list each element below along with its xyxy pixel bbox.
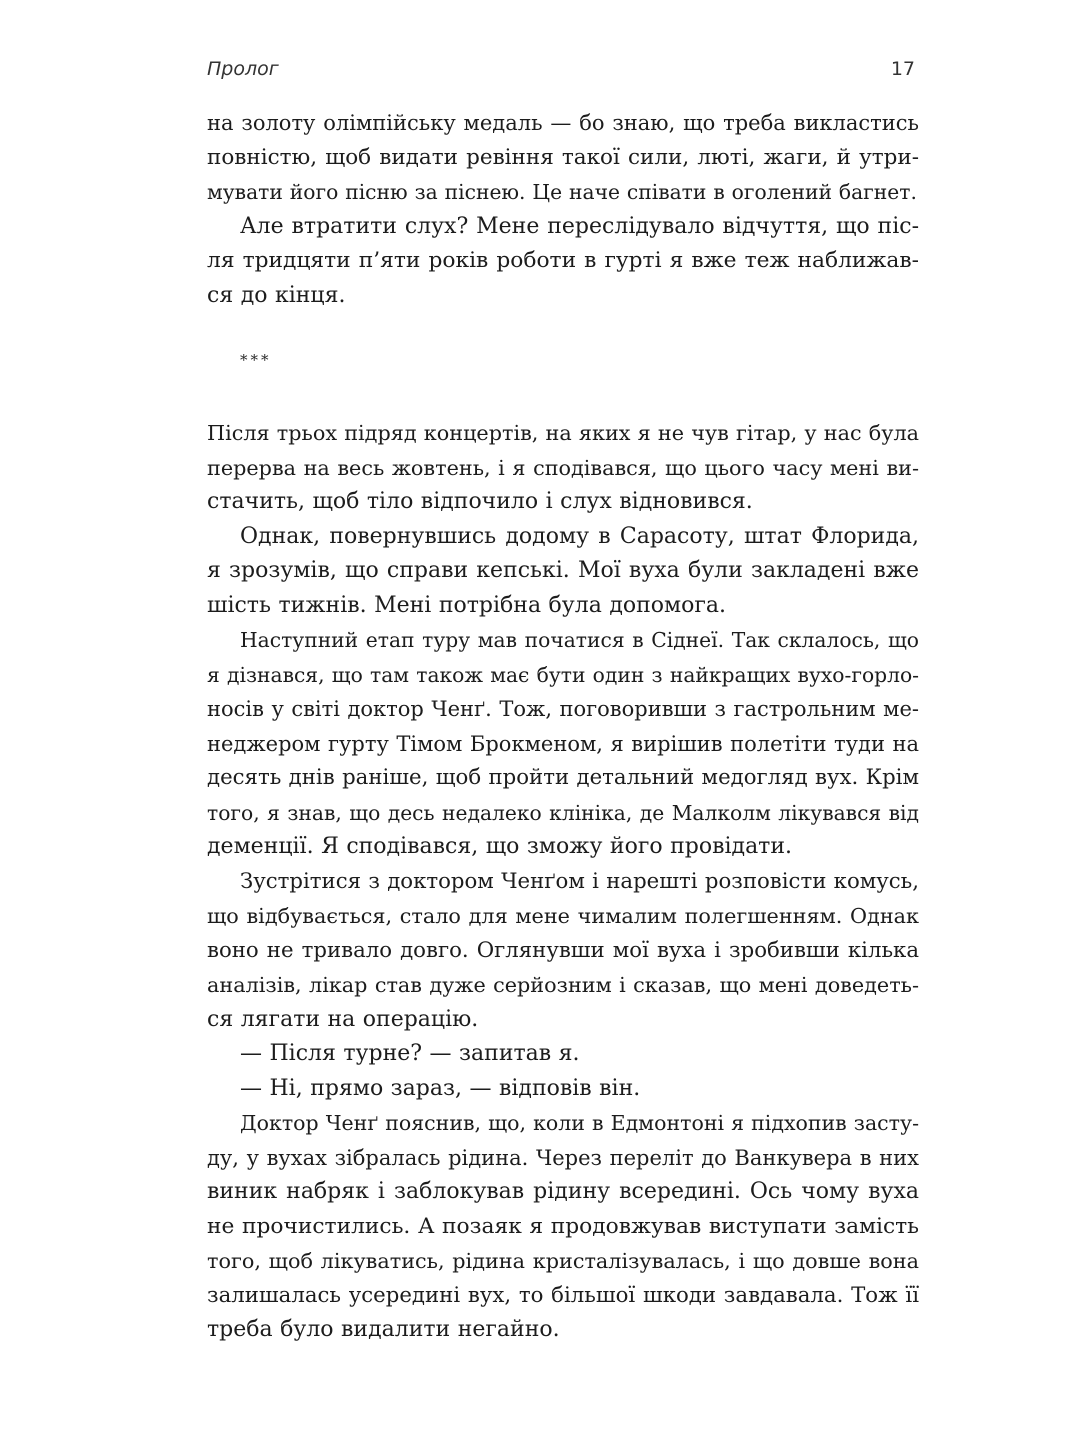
text-line: Доктор Ченґ пояснив, що, коли в Едмонтоні я підхопив засту- xyxy=(240,1111,919,1135)
text-line: повністю, щоб видати ревіння такої сили, люті, жаги, й утри- xyxy=(207,144,919,170)
text-line: деменції. Я сподівався, що зможу його провідати. xyxy=(207,834,793,859)
text-line: Зустрітися з доктором Ченґом і нарешті розповісти комусь, xyxy=(240,868,919,894)
text-line: залишалась усередині вух, то більшої шкоди завдавала. Тож її xyxy=(207,1282,919,1308)
text-line: Але втратити слух? Мене переслідувало відчуття, що піс- xyxy=(240,213,919,239)
text-line: ду, у вухах зібралась рідина. Через переліт до Ванкувера в них xyxy=(207,1145,919,1170)
text-line: Після трьох підряд концертів, на яких я не чув гітар, у нас була xyxy=(207,421,919,445)
chapter-title: Пролог xyxy=(207,58,279,80)
text-line: носів у світі доктор Ченґ. Тож, поговоривши з гастрольним ме- xyxy=(207,697,919,721)
text-line: шість тижнів. Мені потрібна була допомога. xyxy=(207,592,727,618)
text-line: треба було видалити негайно. xyxy=(207,1317,560,1342)
text-line: виник набряк і заблокував рідину всередині. Ось чому вуха xyxy=(207,1179,919,1204)
page-number: 17 xyxy=(890,58,915,80)
section-separator xyxy=(207,313,919,416)
text-line: ля тридцяти п’яти років роботи в гурті я вже теж наближав- xyxy=(207,248,919,273)
text-line: мувати його пісню за піснею. Це наче співати в оголений багнет. xyxy=(207,180,917,204)
text-line: Наступний етап туру мав початися в Сіднеї. Так склалось, що xyxy=(240,628,919,652)
body-text xyxy=(207,106,919,1348)
text-line: воно не тривало довго. Оглянувши мої вуха і зробивши кілька xyxy=(207,937,919,963)
text-line: я дізнався, що там також має бути один з найкращих вухо-горло- xyxy=(207,662,919,687)
text-line: стачить, щоб тіло відпочило і слух відновився. xyxy=(207,489,753,514)
text-line: неджером гурту Тімом Брокменом, я вирішив полетіти туди на xyxy=(207,731,919,756)
dialogue-line: — Ні, прямо зараз, — відповів він. xyxy=(240,1075,641,1101)
text-line: перерва на весь жовтень, і я сподівався, що цього часу мені ви- xyxy=(207,455,919,480)
text-line: того, я знав, що десь недалеко клініка, де Малколм лікувався від xyxy=(207,800,919,825)
text-line: того, щоб лікуватись, рідина кристалізувалась, і що довше вона xyxy=(207,1249,919,1273)
text-line: на золоту олімпійську медаль — бо знаю, що треба викластись xyxy=(207,111,919,135)
asterism: *** xyxy=(240,351,272,369)
text-line: що відбувається, стало для мене чималим полегшенням. Однак xyxy=(207,904,919,928)
text-line: ся лягати на операцію. xyxy=(207,1006,479,1032)
text-line: ся до кінця. xyxy=(207,282,346,308)
text-line: десять днів раніше, щоб пройти детальний медогляд вух. Крім xyxy=(207,765,919,790)
text-line: аналізів, лікар став дуже серйозним і сказав, що мені доведеть- xyxy=(207,973,919,997)
running-head xyxy=(207,58,919,88)
dialogue-line: — Після турне? — запитав я. xyxy=(240,1041,580,1066)
text-line: я зрозумів, що справи кепські. Мої вуха були закладені вже xyxy=(207,558,919,583)
text-line: Однак, повернувшись додому в Сарасоту, штат Флорида, xyxy=(240,523,919,549)
text-line: не прочистились. А позаяк я продовжував виступати замість xyxy=(207,1213,919,1239)
